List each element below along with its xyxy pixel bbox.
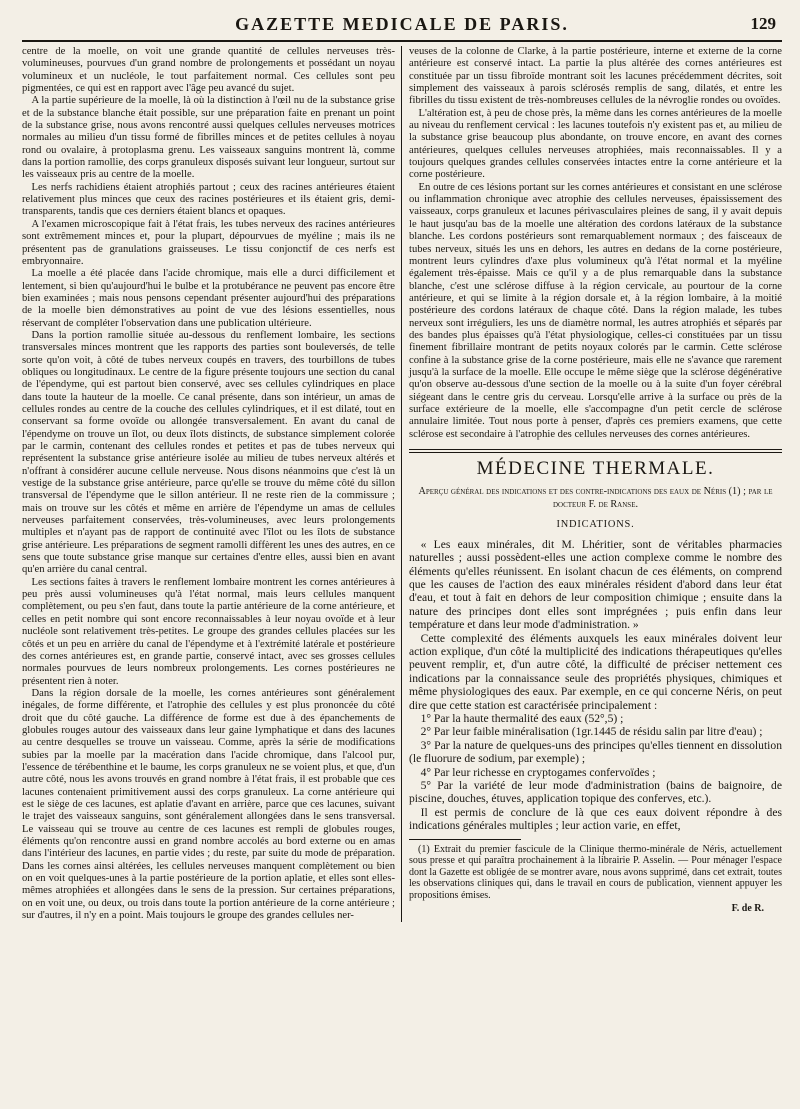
footnote-text: (1) Extrait du premier fascicule de la Clinique thermo-minérale de Néris, actuellement sous presse et qui paraîtra prochainement à la librairie P. Asselin. — Pour ménager l'espace dont la Gazette est obligée de se montrer avare, nous avons supprimé, dans cet extrait, toutes les observations cliniques qui, dans le travail en cours de publication, viennent appuyer les propositions émises. xyxy=(409,843,782,901)
running-title: GAZETTE MEDICALE DE PARIS. xyxy=(235,14,569,34)
signature: F. de R. xyxy=(731,902,764,914)
list-item: 2° Par leur faible minéralisation (1gr.1445 de résidu salin par litre d'eau) ; xyxy=(420,725,763,739)
left-column xyxy=(22,46,402,922)
subhead: INDICATIONS. xyxy=(556,519,635,531)
paragraph: A l'examen microscopique fait à l'état frais, les tubes nerveux des racines antérieures sont extrêmement minces et, pour la plupart, dépourvues de myéline ; mais ils ne présentent pas de granulations graisseuses. Le tissu conjonctif de ces nerfs est embryonnaire. xyxy=(22,218,395,267)
list-item: 1° Par la haute thermalité des eaux (52°,5) ; xyxy=(420,711,624,725)
paragraph: « Les eaux minérales, dit M. Lhéritier, sont de véritables pharmacies naturelles ; aussi possèdent-elles une action complexe comme le nombre des éléments qu'elles réunissent. En isolant chacun de ces éléments, on comprend que les causes de l'action des eaux minérales résident d'abord dans leur état d'eau, et tout à fait en dehors de leur composition chimique ; ensuite dans la nature des principes dont elles sont imprégnées ; puis enfin dans leur température et dans leur mode d'administration. » xyxy=(409,537,782,632)
article-body xyxy=(409,538,782,833)
list-item: 4° Par leur richesse en cryptogames confervoïdes ; xyxy=(420,765,656,779)
footnote-rule xyxy=(409,839,521,840)
paragraph: Les nerfs rachidiens étaient atrophiés partout ; ceux des racines antérieures étaient relativement plus minces que ceux des racines postérieures et ils étaient gris, demi-transparents, tandis que ces derniers étaient blancs et opaques. xyxy=(22,181,395,218)
right-column xyxy=(402,46,782,922)
paragraph: Dans la région dorsale de la moelle, les cornes antérieures sont généralement inégales, de forme différente, et l'atrophie des cellules y est plus prononcée du côté droit que du côté gauche. La différence de forme est due à des épanchements de globules rouges autour des vaisseaux dans leur gaine lymphatique et dans des lacunes au centre desquelles se trouve un vaisseau. Comme, après la série de modifications subies par la moelle par la macération dans l'acide chromique, dans l'alcool pur, l'essence de térébenthine et le baume, les corps granuleux ne se voient plus, et que, d'un autre côté, nous les avons trouvés en grand nombre à l'état frais, il est probable que ces lacunes contenaient primitivement aussi des corps granuleux. La corne antérieure qui est le siège de ces lacunes, est aplatie d'avant en arrière, parce que ces lacunes, suivant le trajet des vaisseaux sanguins, sont généralement allongées dans le sens transversal. Le vaisseau qui se trouve au centre de ces lacunes est rempli de globules rouges, éléments qu'on rencontre aussi en grand nombre accolés au bord externe ou en amas dans l'intérieur des lacunes, en partie vides ; du reste, par suite du mode de préparation. Dans les cornes ainsi altérées, les cellules nerveuses manquent complètement ou bien on en voit quelques-unes à la partie postérieure de la portion aplatie, et elles sont elles-mêmes atrophiées et allongées dans le sens de la pression. Sur certaines préparations, on en voit une, ou deux, ou trois dans toute la portion antérieure de la corne antérieure ; sur d'autres, il n'y en a point. Mais toujours le groupe des grandes cellules ner- xyxy=(22,687,395,922)
paragraph: La moelle a été placée dans l'acide chromique, mais elle a durci difficilement et lentement, si bien qu'aujourd'hui le bulbe et la protubérance ne peuvent pas encore être bien examinées ; mais nous pensons cependant présenter aujourd'hui des préparations de la moelle bien démonstratives au point de vue des lésions essentielles, nous réservant de compléter l'observation dans une publication ultérieure. xyxy=(22,268,395,329)
list-item: 5° Par la variété de leur mode d'administration (bains de baignoire, de piscine, douches, étuves, application topique des conferves, etc.). xyxy=(409,779,782,806)
article-subtitle: Aperçu général des indications et des contre-indications des eaux de Néris (1) ; par le docteur F. de Ranse. xyxy=(418,486,773,511)
list-item: 3° Par la nature de quelques-uns des principes qu'elles tiennent en dissolution (le fluorure de sodium, par exemple) ; xyxy=(409,738,782,766)
footnote xyxy=(409,844,782,902)
paragraph: Cette complexité des éléments auxquels les eaux minérales doivent leur action explique, d'un côté la multiplicité des indications thérapeutiques qu'elles peuvent remplir, et, d'un autre côté, la difficulté de préciser nettement ces indications par la connaissance seule des propriétés physiques, chimiques et même physiologiques des eaux. Par exemple, en ce qui concerne Néris, on peut dire que cette station est caractérisée principalement : xyxy=(409,631,782,712)
paragraph: Les sections faites à travers le renflement lombaire montrent les cornes antérieures à peu près aussi volumineuses qu'à l'état normal, mais leurs cellules manquent complètement, ou peu s'en faut, dans toute la partie antérieure de la corne antérieure, et celles en petit nombre qui sont encore reconnaissables à leur noyau ovoïde et à leur nucléole sont relativement très-petites. Le groupe des grandes cellules placées sur les côtés et un peu en arrière du canal de l'épendyme et à l'extrémité latérale et postérieure des cornes antérieures est, en grande partie, conservé intact, avec ses grosses cellules normales pourvues de leurs nombreux prolongements. Les cornes postérieures ne présentent rien à noter. xyxy=(22,576,395,687)
page-number: 129 xyxy=(750,14,776,33)
running-head xyxy=(22,14,782,42)
section-divider xyxy=(409,449,782,453)
paragraph: En outre de ces lésions portant sur les cornes antérieures et consistant en une sclérose ou inflammation chronique avec atrophie des cellules nerveuses, épaississement des vaisseaux, corps granuleux et lacunes périvasculaires pleines de sang, il y avait depuis le haut jusqu'au bas de la moelle une altération des cordons latéraux de la substance blanche. Les cordons postérieurs sont remarquablement normaux ; des faisceaux de tubes nerveux, situés les uns en dehors, les autres en dedans de la corne postérieure, montrent leurs cylindres d'axe plus volumineux qu'à l'état normal et la myéline également très-épaisse. Mais ce qu'il y a de plus remarquable dans la substance blanche, c'est une sclérose diffuse à la région cervicale, au pourtour de la corne antérieure, et qui se limite à la région dorsale et, à la région lombaire, à la moitié postérieure des cordons latéraux de chaque côté. Dans la région malade, les tubes nerveux sont irréguliers, les uns de diamètre normal, les autres atrophiés et séparés par des bandes plus épaisses qu'à l'état physiologique, celles-ci constituées par un tissu finement fibrillaire montrant de petits noyaux colorés par le carmin. Cette sclérose confine à la substance grise de la corne postérieure, mais elle ne s'avance que rarement jusqu'à la surface de la moelle. Elle occupe le même siège que la sclérose dégénérative qu'on observe au-dessous d'une section de la moelle ou à la suite d'un foyer cérébral siégeant dans le centre gris du cerveau. Lorsqu'elle arrive à la surface ou près de la surface extérieure de la moelle, elle s'accompagne d'un petit cercle de sclérose annulaire limitée. Tout nous porte à penser, d'après ces premiers examens, que cette sclérose est secondaire à l'atrophie des cellules nerveuses des cornes antérieures. xyxy=(409,181,782,440)
paragraph: Dans la portion ramollie située au-dessous du renflement lombaire, les sections transversales minces montrent que les rapports des parties sont bouleversés, de telle sorte qu'on voit, à côté de tubes nerveux coupés en travers, des tourbillons de tubes obliques ou longitudinaux. Le centre de la figure présente toujours une section du canal de l'épendyme, qui est partout bien conservé, avec ses cellules cylindriques en place dans toute la hauteur de la moelle. Ce canal présente, dans son intérieur, un amas de cellules rondes au centre de la couche des cellules cylindriques, et il est dilaté, tout en conservant sa forme ovoïde ou allongée transversalement. En avant du canal de l'épendyme on trouve un îlot, ou deux îlots distincts, de substance simplement colorée par le carmin, contenant des cellules rondes et petites et pas de tubes nerveux qui représentent la substance grise antérieure isolée au milieu de tubes nerveux altérés et n'offrant à considérer aucune cellule nerveuse. Nous disons néanmoins que c'est là un vestige de la substance grise antérieure, parce qu'elle se trouve du même côté du sillon transversal de l'épendyme que le sillon antérieur. Il ne reste rien de la commissure ; mais on trouve sur les côtés et même en arrière de l'épendyme un amas de cellules nerveuses parfaitement conservées, très-volumineuses, avec leurs prolongements multiples et n'ayant pas de rapport de continuité avec l'îlot ou les îlots de substance grise antérieure. Les préparations de segment ramolli diffèrent les unes des autres, en ce sens que toute substance grise manque sur certaines d'entre elles, aussi bien en avant qu'en arrière du canal central. xyxy=(22,329,395,576)
section-title: MÉDECINE THERMALE. xyxy=(476,458,715,479)
paragraph: L'altération est, à peu de chose près, la même dans les cornes antérieures de la moelle au niveau du renflement cervical : les lacunes toutefois n'y existent pas et, au milieu de la substance grise beaucoup plus abondante, on trouve encore, en avant des cornes antérieures, quelques cellules nerveuses atrophiées, mais reconnaissables. Il y a toujours quelques grandes cellules conservées intactes entre la corne antérieure et la corne postérieure. xyxy=(409,107,782,181)
paragraph: veuses de la colonne de Clarke, à la partie postérieure, interne et externe de la corne antérieure est conservé intact. La partie la plus altérée des cornes antérieures est constituée par un tissu fibroïde montrant soit les lacunes précédemment décrites, soit simplement des vaisseaux à parois sclérosés remplis de sang, dilatés, et entre les fibrilles du tissu existent de très-nombreuses cellules de la névroglie rondes ou ovoïdes. xyxy=(409,46,782,107)
paragraph: Il est permis de conclure de là que ces eaux doivent répondre à des indications générales multiples ; leur action varie, en effet, xyxy=(409,805,782,833)
paragraph: A la partie supérieure de la moelle, là où la distinction à l'œil nu de la substance grise et de la substance blanche était possible, sur une préparation faite en prenant un point de la substance grise, nous avons rencontré aussi quelques cellules nerveuses motrices normales au milieu d'un tissu formé de fibrilles minces et de petites cellules à noyau rond ou ovalaire, à protoplasma grenu. Les vaisseaux sanguins montrent là, comme dans la portion ramollie, des corps granuleux disposés suivant leur longueur, surtout sur les vaisseaux pris au centre de la moelle. xyxy=(22,95,395,181)
columns xyxy=(22,46,782,922)
paragraph: centre de la moelle, on voit une grande quantité de cellules nerveuses très-volumineuses, pourvues d'un grand nombre de prolongements et possédant un noyau volumineux et un nucléole, le tout parfaitement normal. Ces cellules sont peu pigmentées, ce qui est en rapport avec l'âge peu avancé du sujet. xyxy=(22,46,395,95)
